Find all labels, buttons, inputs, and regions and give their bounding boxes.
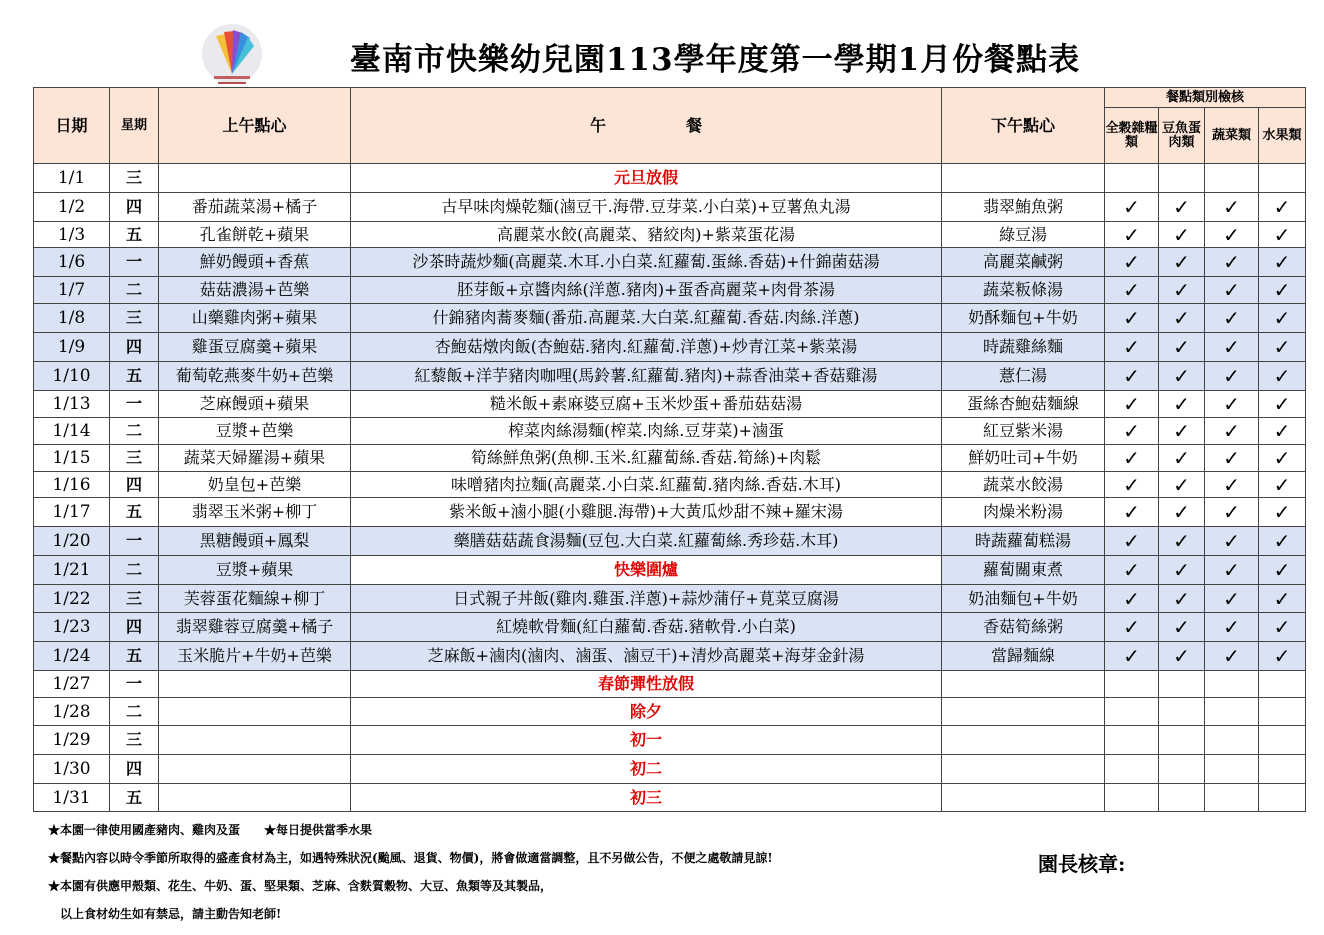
check-mark-grains: ✓: [1105, 642, 1159, 671]
cell-lunch: 除夕: [351, 698, 942, 726]
cell-lunch: 初二: [351, 755, 942, 784]
cell-weekday: 三: [110, 164, 159, 193]
check-mark-vegetable: [1205, 671, 1259, 698]
principal-signature-label: 園長核章:: [1038, 852, 1126, 876]
check-mark-fruit: ✓: [1259, 585, 1306, 613]
cell-date: 1/27: [34, 671, 110, 698]
cell-afternoon-snack: [942, 755, 1105, 784]
check-mark-vegetable: ✓: [1205, 277, 1259, 304]
cell-morning-snack: 翡翠雞蓉豆腐羹+橘子: [159, 613, 351, 642]
menu-row: [34, 304, 1306, 333]
check-mark-vegetable: ✓: [1205, 193, 1259, 222]
cell-weekday: 三: [110, 585, 159, 613]
menu-row: [34, 445, 1306, 472]
cell-lunch: 什錦豬肉蕎麥麵(番茄.高麗菜.大白菜.紅蘿蔔.香菇.肉絲.洋蔥): [351, 304, 942, 333]
cell-afternoon-snack: 綠豆湯: [942, 222, 1105, 248]
cell-weekday: 二: [110, 277, 159, 304]
menu-row: [34, 556, 1306, 585]
check-mark-protein: ✓: [1159, 642, 1205, 671]
check-mark-fruit: ✓: [1259, 248, 1306, 277]
cell-afternoon-snack: 香菇筍絲粥: [942, 613, 1105, 642]
cell-afternoon-snack: 蔬菜粄條湯: [942, 277, 1105, 304]
menu-row: [34, 222, 1306, 248]
check-mark-vegetable: ✓: [1205, 445, 1259, 472]
note-line: ★本園有供應甲殼類、花生、牛奶、蛋、堅果類、芝麻、含麩質穀物、大豆、魚類等及其製品，: [48, 879, 553, 893]
check-mark-grains: ✓: [1105, 445, 1159, 472]
check-mark-grains: ✓: [1105, 585, 1159, 613]
cell-date: 1/1: [34, 164, 110, 193]
check-mark-fruit: ✓: [1259, 613, 1306, 642]
menu-row: [34, 642, 1306, 671]
check-mark-protein: [1159, 164, 1205, 193]
cell-afternoon-snack: 高麗菜鹹粥: [942, 248, 1105, 277]
check-mark-protein: ✓: [1159, 527, 1205, 556]
check-mark-grains: ✓: [1105, 472, 1159, 498]
check-mark-grains: ✓: [1105, 391, 1159, 418]
cell-morning-snack: 奶皇包+芭樂: [159, 472, 351, 498]
menu-body: [34, 164, 1306, 812]
cell-weekday: 一: [110, 671, 159, 698]
header-check-protein: 豆魚蛋肉類: [1159, 108, 1205, 164]
check-mark-grains: ✓: [1105, 613, 1159, 642]
check-mark-protein: ✓: [1159, 613, 1205, 642]
check-mark-vegetable: ✓: [1205, 304, 1259, 333]
check-mark-fruit: [1259, 726, 1306, 755]
check-mark-grains: ✓: [1105, 498, 1159, 527]
check-mark-vegetable: ✓: [1205, 527, 1259, 556]
menu-row: [34, 333, 1306, 362]
cell-weekday: 一: [110, 527, 159, 556]
cell-weekday: 五: [110, 362, 159, 391]
cell-date: 1/23: [34, 613, 110, 642]
check-mark-protein: [1159, 755, 1205, 784]
cell-morning-snack: 黑糖饅頭+鳳梨: [159, 527, 351, 556]
cell-morning-snack: [159, 784, 351, 812]
menu-row: [34, 164, 1306, 193]
cell-morning-snack: 芝麻饅頭+蘋果: [159, 391, 351, 418]
check-mark-grains: ✓: [1105, 193, 1159, 222]
cell-lunch: 沙茶時蔬炒麵(高麗菜.木耳.小白菜.紅蘿蔔.蛋絲.香菇)+什錦菌菇湯: [351, 248, 942, 277]
cell-morning-snack: 番茄蔬菜湯+橘子: [159, 193, 351, 222]
check-mark-vegetable: ✓: [1205, 333, 1259, 362]
check-mark-fruit: ✓: [1259, 362, 1306, 391]
check-mark-vegetable: ✓: [1205, 642, 1259, 671]
check-mark-vegetable: ✓: [1205, 248, 1259, 277]
check-mark-vegetable: ✓: [1205, 613, 1259, 642]
cell-lunch: 高麗菜水餃(高麗菜、豬絞肉)+紫菜蛋花湯: [351, 222, 942, 248]
cell-afternoon-snack: [942, 164, 1105, 193]
check-mark-protein: [1159, 726, 1205, 755]
cell-lunch: 榨菜肉絲湯麵(榨菜.肉絲.豆芽菜)+滷蛋: [351, 418, 942, 445]
check-mark-grains: [1105, 726, 1159, 755]
cell-date: 1/16: [34, 472, 110, 498]
cell-afternoon-snack: [942, 784, 1105, 812]
header-afternoon-snack: 下午點心: [942, 88, 1105, 164]
check-mark-protein: ✓: [1159, 248, 1205, 277]
check-mark-grains: ✓: [1105, 277, 1159, 304]
check-mark-vegetable: ✓: [1205, 556, 1259, 585]
check-mark-grains: ✓: [1105, 527, 1159, 556]
header-lunch: 午 餐: [351, 88, 942, 164]
check-mark-protein: ✓: [1159, 556, 1205, 585]
cell-date: 1/28: [34, 698, 110, 726]
cell-date: 1/8: [34, 304, 110, 333]
menu-row: [34, 418, 1306, 445]
check-mark-protein: ✓: [1159, 391, 1205, 418]
cell-morning-snack: 山藥雞肉粥+蘋果: [159, 304, 351, 333]
check-mark-vegetable: [1205, 726, 1259, 755]
menu-row: [34, 498, 1306, 527]
check-mark-fruit: ✓: [1259, 333, 1306, 362]
notes: [48, 820, 773, 932]
cell-morning-snack: 翡翠玉米粥+柳丁: [159, 498, 351, 527]
cell-afternoon-snack: [942, 698, 1105, 726]
menu-row: [34, 527, 1306, 556]
check-mark-fruit: ✓: [1259, 556, 1306, 585]
cell-lunch: 藥膳菇菇蔬食湯麵(豆包.大白菜.紅蘿蔔絲.秀珍菇.木耳): [351, 527, 942, 556]
cell-lunch: 胚芽飯+京醬肉絲(洋蔥.豬肉)+蛋香高麗菜+肉骨茶湯: [351, 277, 942, 304]
cell-weekday: 五: [110, 642, 159, 671]
check-mark-grains: ✓: [1105, 418, 1159, 445]
cell-weekday: 四: [110, 755, 159, 784]
cell-afternoon-snack: 鮮奶吐司+牛奶: [942, 445, 1105, 472]
check-mark-vegetable: ✓: [1205, 391, 1259, 418]
cell-weekday: 四: [110, 472, 159, 498]
cell-weekday: 五: [110, 784, 159, 812]
cell-afternoon-snack: 紅豆紫米湯: [942, 418, 1105, 445]
check-mark-grains: [1105, 784, 1159, 812]
check-mark-vegetable: ✓: [1205, 418, 1259, 445]
menu-row: [34, 726, 1306, 755]
check-mark-fruit: ✓: [1259, 642, 1306, 671]
cell-afternoon-snack: 翡翠鮪魚粥: [942, 193, 1105, 222]
cell-morning-snack: 菇菇濃湯+芭樂: [159, 277, 351, 304]
cell-afternoon-snack: 肉燥米粉湯: [942, 498, 1105, 527]
cell-morning-snack: 玉米脆片+牛奶+芭樂: [159, 642, 351, 671]
cell-weekday: 三: [110, 726, 159, 755]
header-check-group: 餐點類別檢核: [1105, 88, 1306, 108]
cell-morning-snack: 孔雀餅乾+蘋果: [159, 222, 351, 248]
check-mark-fruit: ✓: [1259, 472, 1306, 498]
menu-row: [34, 391, 1306, 418]
cell-lunch: 元旦放假: [351, 164, 942, 193]
check-mark-fruit: ✓: [1259, 418, 1306, 445]
check-mark-vegetable: ✓: [1205, 222, 1259, 248]
cell-lunch: 紅藜飯+洋芋豬肉咖哩(馬鈴薯.紅蘿蔔.豬肉)+蒜香油菜+香菇雞湯: [351, 362, 942, 391]
cell-date: 1/17: [34, 498, 110, 527]
check-mark-protein: ✓: [1159, 418, 1205, 445]
cell-afternoon-snack: 蔬菜水餃湯: [942, 472, 1105, 498]
cell-weekday: 四: [110, 193, 159, 222]
check-mark-protein: ✓: [1159, 445, 1205, 472]
cell-morning-snack: 豆漿+芭樂: [159, 418, 351, 445]
cell-morning-snack: [159, 698, 351, 726]
check-mark-protein: ✓: [1159, 193, 1205, 222]
note-line: ★本園一律使用國產豬肉、雞肉及蛋 ★每日提供當季水果: [48, 823, 373, 837]
menu-row: [34, 698, 1306, 726]
cell-morning-snack: [159, 164, 351, 193]
cell-weekday: 一: [110, 391, 159, 418]
cell-lunch: 味噌豬肉拉麵(高麗菜.小白菜.紅蘿蔔.豬肉絲.香菇.木耳): [351, 472, 942, 498]
check-mark-grains: ✓: [1105, 222, 1159, 248]
cell-date: 1/10: [34, 362, 110, 391]
menu-row: [34, 671, 1306, 698]
cell-weekday: 二: [110, 418, 159, 445]
cell-morning-snack: 雞蛋豆腐羹+蘋果: [159, 333, 351, 362]
header-check-vegetable: 蔬菜類: [1205, 108, 1259, 164]
cell-date: 1/6: [34, 248, 110, 277]
check-mark-vegetable: ✓: [1205, 472, 1259, 498]
check-mark-protein: ✓: [1159, 362, 1205, 391]
check-mark-protein: [1159, 698, 1205, 726]
cell-morning-snack: [159, 726, 351, 755]
check-mark-grains: [1105, 164, 1159, 193]
cell-lunch: 筍絲鮮魚粥(魚柳.玉米.紅蘿蔔絲.香菇.筍絲)+肉鬆: [351, 445, 942, 472]
check-mark-fruit: ✓: [1259, 391, 1306, 418]
check-mark-protein: ✓: [1159, 222, 1205, 248]
cell-lunch: 芝麻飯+滷肉(滷肉、滷蛋、滷豆干)+清炒高麗菜+海芽金針湯: [351, 642, 942, 671]
cell-morning-snack: 蔬菜天婦羅湯+蘋果: [159, 445, 351, 472]
check-mark-grains: ✓: [1105, 333, 1159, 362]
cell-morning-snack: [159, 671, 351, 698]
cell-weekday: 二: [110, 556, 159, 585]
check-mark-fruit: ✓: [1259, 193, 1306, 222]
cell-afternoon-snack: 蛋絲杏鮑菇麵線: [942, 391, 1105, 418]
cell-morning-snack: [159, 755, 351, 784]
cell-weekday: 三: [110, 304, 159, 333]
check-mark-grains: [1105, 755, 1159, 784]
cell-weekday: 四: [110, 333, 159, 362]
check-mark-protein: [1159, 671, 1205, 698]
menu-row: [34, 248, 1306, 277]
check-mark-vegetable: ✓: [1205, 585, 1259, 613]
cell-lunch: 紫米飯+滷小腿(小雞腿.海帶)+大黃瓜炒甜不辣+羅宋湯: [351, 498, 942, 527]
cell-date: 1/31: [34, 784, 110, 812]
cell-lunch: 初三: [351, 784, 942, 812]
check-mark-fruit: [1259, 784, 1306, 812]
check-mark-fruit: ✓: [1259, 498, 1306, 527]
cell-lunch: 日式親子丼飯(雞肉.雞蛋.洋蔥)+蒜炒蒲仔+莧菜豆腐湯: [351, 585, 942, 613]
check-mark-vegetable: [1205, 784, 1259, 812]
cell-afternoon-snack: [942, 671, 1105, 698]
check-mark-protein: ✓: [1159, 277, 1205, 304]
menu-row: [34, 784, 1306, 812]
meal-menu-table: [33, 87, 1306, 812]
menu-row: [34, 585, 1306, 613]
cell-date: 1/29: [34, 726, 110, 755]
cell-lunch: 紅燒軟骨麵(紅白蘿蔔.香菇.豬軟骨.小白菜): [351, 613, 942, 642]
menu-row: [34, 277, 1306, 304]
cell-lunch: 快樂圍爐: [351, 556, 942, 585]
kindergarten-logo: [198, 22, 266, 92]
cell-date: 1/30: [34, 755, 110, 784]
cell-lunch: 春節彈性放假: [351, 671, 942, 698]
check-mark-fruit: ✓: [1259, 277, 1306, 304]
check-mark-grains: ✓: [1105, 362, 1159, 391]
check-mark-fruit: ✓: [1259, 527, 1306, 556]
menu-row: [34, 613, 1306, 642]
menu-row: [34, 755, 1306, 784]
cell-afternoon-snack: [942, 726, 1105, 755]
menu-row: [34, 193, 1306, 222]
check-mark-fruit: [1259, 698, 1306, 726]
check-mark-protein: ✓: [1159, 498, 1205, 527]
cell-weekday: 四: [110, 613, 159, 642]
cell-date: 1/14: [34, 418, 110, 445]
header-morning-snack: 上午點心: [159, 88, 351, 164]
cell-morning-snack: 葡萄乾燕麥牛奶+芭樂: [159, 362, 351, 391]
check-mark-vegetable: [1205, 755, 1259, 784]
header-check-grains: 全穀雜糧類: [1105, 108, 1159, 164]
cell-morning-snack: 豆漿+蘋果: [159, 556, 351, 585]
cell-afternoon-snack: 時蔬蘿蔔糕湯: [942, 527, 1105, 556]
cell-weekday: 一: [110, 248, 159, 277]
check-mark-grains: [1105, 698, 1159, 726]
check-mark-fruit: ✓: [1259, 304, 1306, 333]
cell-weekday: 五: [110, 222, 159, 248]
check-mark-fruit: [1259, 755, 1306, 784]
cell-date: 1/2: [34, 193, 110, 222]
page-title: 臺南市快樂幼兒園113學年度第一學期1月份餐點表: [349, 42, 1081, 78]
check-mark-fruit: ✓: [1259, 445, 1306, 472]
cell-date: 1/21: [34, 556, 110, 585]
check-mark-protein: ✓: [1159, 472, 1205, 498]
cell-date: 1/9: [34, 333, 110, 362]
note-line: ★餐點內容以時令季節所取得的盛產食材為主，如遇特殊狀況(颱風、退貨、物價)，將會做適當調整，且不另做公告，不便之處敬請見諒!: [48, 851, 773, 865]
menu-row: [34, 362, 1306, 391]
check-mark-fruit: ✓: [1259, 222, 1306, 248]
note-line: 以上食材幼生如有禁忌，請主動告知老師!: [48, 907, 282, 921]
cell-afternoon-snack: 奶酥麵包+牛奶: [942, 304, 1105, 333]
cell-date: 1/15: [34, 445, 110, 472]
cell-lunch: 初一: [351, 726, 942, 755]
cell-date: 1/24: [34, 642, 110, 671]
cell-afternoon-snack: 薏仁湯: [942, 362, 1105, 391]
menu-row: [34, 472, 1306, 498]
check-mark-protein: ✓: [1159, 585, 1205, 613]
cell-afternoon-snack: 蘿蔔關東煮: [942, 556, 1105, 585]
header-date: 日期: [34, 88, 110, 164]
check-mark-fruit: [1259, 671, 1306, 698]
check-mark-protein: ✓: [1159, 304, 1205, 333]
check-mark-vegetable: [1205, 698, 1259, 726]
check-mark-protein: ✓: [1159, 333, 1205, 362]
check-mark-grains: ✓: [1105, 556, 1159, 585]
check-mark-vegetable: ✓: [1205, 498, 1259, 527]
cell-morning-snack: 芙蓉蛋花麵線+柳丁: [159, 585, 351, 613]
cell-date: 1/13: [34, 391, 110, 418]
check-mark-grains: [1105, 671, 1159, 698]
cell-date: 1/20: [34, 527, 110, 556]
check-mark-grains: ✓: [1105, 304, 1159, 333]
cell-afternoon-snack: 時蔬雞絲麵: [942, 333, 1105, 362]
header-weekday: 星期: [110, 88, 159, 164]
check-mark-fruit: [1259, 164, 1306, 193]
cell-lunch: 古早味肉燥乾麵(滷豆干.海帶.豆芽菜.小白菜)+豆薯魚丸湯: [351, 193, 942, 222]
cell-weekday: 三: [110, 445, 159, 472]
cell-date: 1/3: [34, 222, 110, 248]
cell-lunch: 糙米飯+素麻婆豆腐+玉米炒蛋+番茄菇菇湯: [351, 391, 942, 418]
check-mark-vegetable: ✓: [1205, 362, 1259, 391]
cell-weekday: 二: [110, 698, 159, 726]
cell-date: 1/22: [34, 585, 110, 613]
cell-lunch: 杏鮑菇燉肉飯(杏鮑菇.豬肉.紅蘿蔔.洋蔥)+炒青江菜+紫菜湯: [351, 333, 942, 362]
check-mark-grains: ✓: [1105, 248, 1159, 277]
check-mark-protein: [1159, 784, 1205, 812]
cell-weekday: 五: [110, 498, 159, 527]
check-mark-vegetable: [1205, 164, 1259, 193]
header-check-fruit: 水果類: [1259, 108, 1306, 164]
cell-date: 1/7: [34, 277, 110, 304]
cell-afternoon-snack: 奶油麵包+牛奶: [942, 585, 1105, 613]
cell-morning-snack: 鮮奶饅頭+香蕉: [159, 248, 351, 277]
cell-afternoon-snack: 當歸麵線: [942, 642, 1105, 671]
